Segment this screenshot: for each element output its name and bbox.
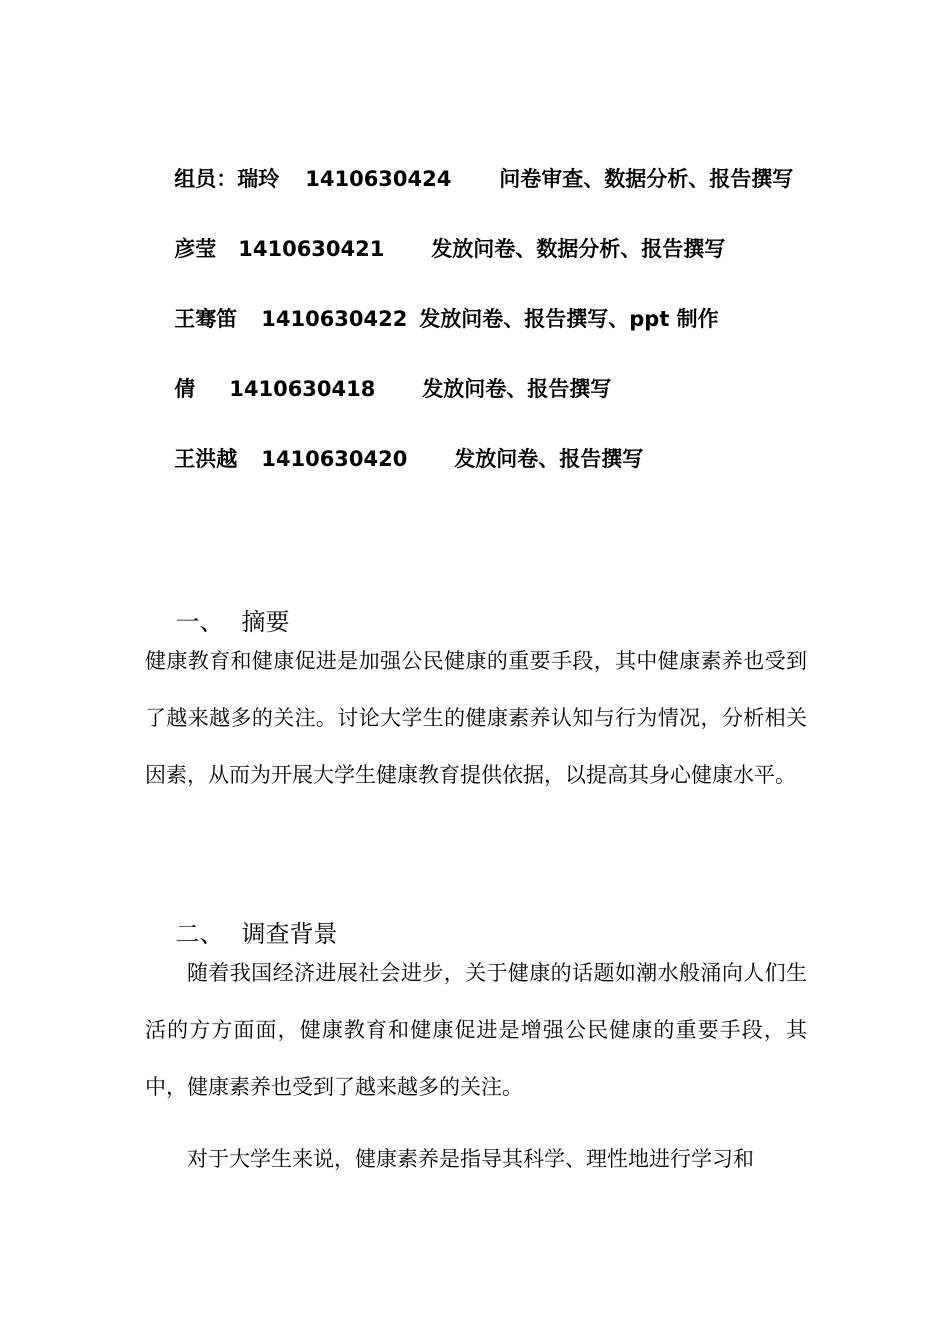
member-name: 王骞笛 <box>174 307 238 331</box>
member-line <box>145 417 643 501</box>
member-name: 彦莹 <box>174 237 217 261</box>
member-id: 1410630422 <box>261 307 408 331</box>
section-title: 调查背景 <box>241 920 338 948</box>
paragraph: 随着我国经济进展社会进步，关于健康的话题如潮水般涌向人们生活的方方面面，健康教育和健康促进是增强公民健康的重要手段，其中，健康素养也受到了越来越多的关注。 <box>145 961 807 1099</box>
paragraph: 健康教育和健康促进是加强公民健康的重要手段，其中健康素养也受到了越来越多的关注。讨论大学生的健康素养认知与行为情况，分析相关因素，从而为开展大学生健康教育提供依据，以提高其身心健康水平。 <box>145 649 807 787</box>
paragraph: 对于大学生来说，健康素养是指导其科学、理性地进行学习和 <box>187 1147 754 1171</box>
section-title: 摘要 <box>241 608 290 636</box>
member-name: 王洪越 <box>174 447 238 471</box>
member-id: 1410630421 <box>238 237 385 261</box>
member-name: 倩 <box>174 377 196 401</box>
member-tasks: 发放问卷、报告撰写 <box>454 447 644 471</box>
member-tasks: 发放问卷、数据分析、报告撰写 <box>431 237 726 261</box>
member-name: 组员：瑞玲 <box>174 167 280 191</box>
member-id: 1410630424 <box>305 167 452 191</box>
section-number: 二、 <box>175 920 224 948</box>
member-id: 1410630418 <box>229 377 376 401</box>
section-number: 一、 <box>175 608 224 636</box>
member-tasks: 问卷审查、数据分析、报告撰写 <box>499 167 794 191</box>
member-tasks: 发放问卷、报告撰写 <box>422 377 612 401</box>
member-id: 1410630420 <box>261 447 408 471</box>
member-tasks: 发放问卷、报告撰写、ppt 制作 <box>419 307 719 331</box>
